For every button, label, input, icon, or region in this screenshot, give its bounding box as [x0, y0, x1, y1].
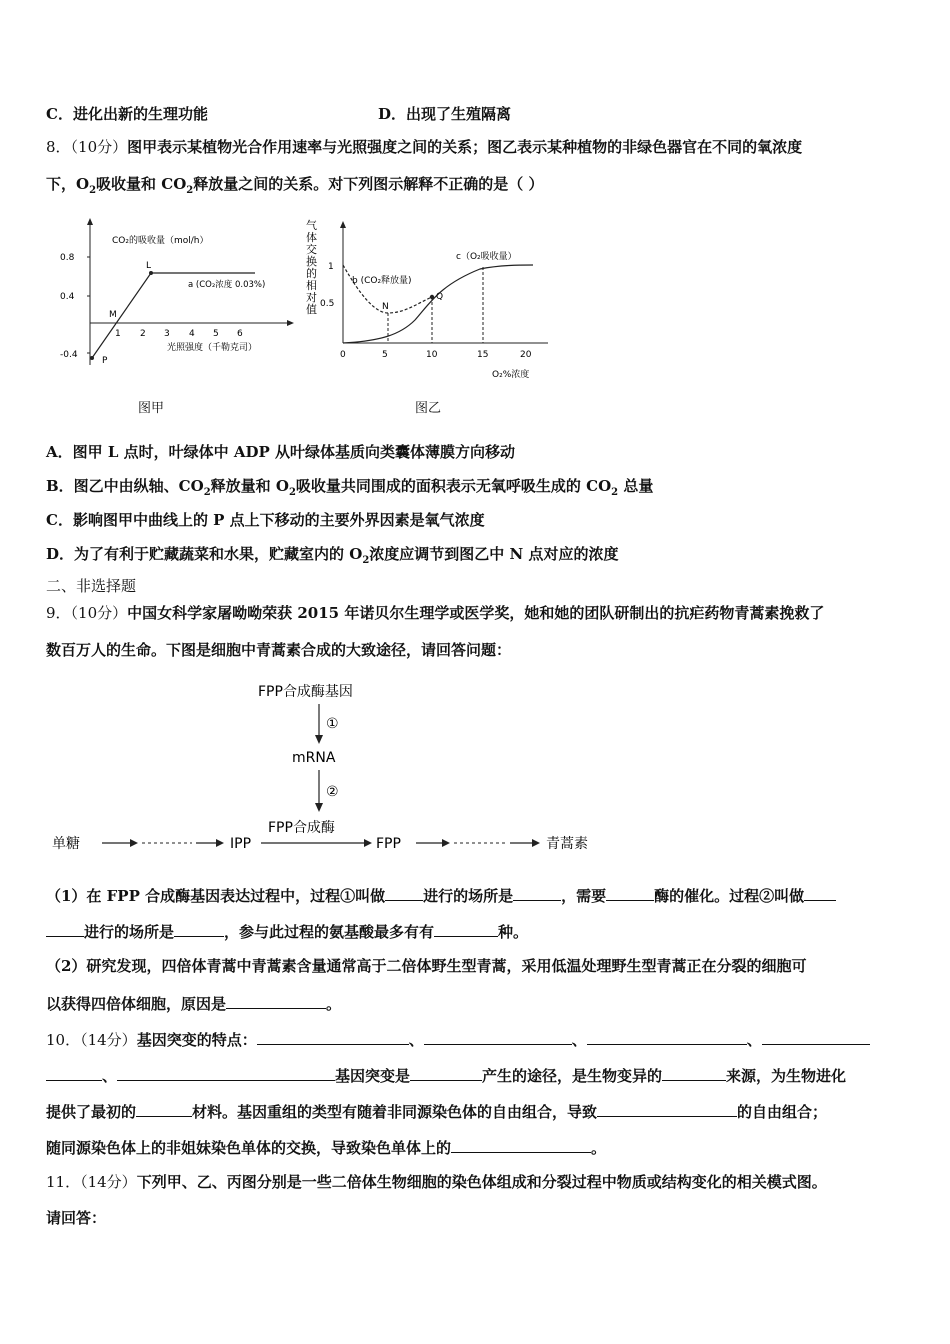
- q8-stem-line1: [46, 137, 802, 157]
- xtick: 10: [426, 350, 438, 360]
- option-d-prev: D．出现了生殖隔离: [378, 105, 512, 123]
- blank[interactable]: [226, 992, 326, 1009]
- curve-c-label: c（O₂吸收量）: [456, 252, 517, 262]
- q8-score: （10分）: [70, 138, 128, 156]
- blank[interactable]: [46, 1064, 102, 1081]
- q8-stem1: 图甲表示某植物光合作用速率与光照强度之间的关系；图乙表示某种植物的非绿色器官在不同的氧浓度: [127, 138, 803, 156]
- option-c-prev: C．进化出新的生理功能: [46, 105, 208, 123]
- q8-optd-2: 浓度应调节到图乙中 N 点对应的浓度: [369, 545, 619, 563]
- blank[interactable]: [46, 920, 84, 937]
- q9-p2-2: 以获得四倍体细胞，原因是: [46, 995, 227, 1013]
- xtick: 1: [115, 329, 121, 339]
- q8-optb-3: 吸收量共同围成的面积表示无氧呼吸生成的 CO: [295, 477, 612, 495]
- q11-stem-line2: 请回答：: [46, 1209, 107, 1227]
- q10-l4a: 随同源染色体上的非姐妹染色单体的交换，导致染色单体上的: [46, 1139, 452, 1157]
- point-Q: Q: [436, 292, 444, 302]
- ytick: 0.8: [60, 253, 75, 263]
- q9-part2-line2: [46, 992, 341, 1014]
- q9-part1-line2: [46, 920, 528, 942]
- graph-jia-xlabel: 光照强度（千勒克司）: [167, 343, 258, 353]
- q9-p2-3: 。: [326, 995, 342, 1013]
- q9-part1-line1: [46, 884, 836, 906]
- blank[interactable]: [597, 1100, 737, 1117]
- graph-yi: [300, 215, 560, 385]
- point-P: P: [102, 356, 108, 366]
- sub2: 2: [186, 185, 194, 196]
- sub2: 2: [89, 185, 97, 196]
- sub2: 2: [203, 487, 211, 498]
- point-N: N: [382, 302, 389, 312]
- blank[interactable]: [385, 884, 423, 901]
- q8-number: 8．: [46, 138, 71, 156]
- q9-part2-line1: （2）研究发现，四倍体青蒿中青蒿素含量通常高于二倍体野生型青蒿，采用低温处理野生型青蒿正在分裂的细胞可: [46, 957, 807, 975]
- q10-l2b: 产生的途径，是生物变异的: [482, 1067, 663, 1085]
- ylabel-char: 值: [306, 303, 317, 316]
- q8-optb-1: B．图乙中由纵轴、CO: [46, 477, 204, 495]
- blank[interactable]: [410, 1064, 482, 1081]
- blank[interactable]: [606, 884, 654, 901]
- q10-l3c: 的自由组合；: [737, 1103, 828, 1121]
- q8-stem2b: 吸收量和 CO: [96, 175, 187, 193]
- pathway-gene: FPP合成酶基因: [258, 684, 353, 700]
- sub2: 2: [288, 487, 296, 498]
- q11-stem1: 下列甲、乙、丙图分别是一些二倍体生物细胞的染色体组成和分裂过程中物质或结构变化的相关模式图。: [136, 1173, 827, 1191]
- ylabel-char: 气: [306, 219, 317, 232]
- sub2: 2: [362, 555, 370, 566]
- q9-p1-1: （1）在 FPP 合成酶基因表达过程中，过程①叫做: [46, 887, 386, 905]
- q11-score: （14分）: [80, 1173, 137, 1191]
- pathway-mrna: mRNA: [292, 750, 336, 766]
- q9-p1-5: 进行的场所是: [84, 923, 175, 941]
- q10-line3: [46, 1100, 827, 1122]
- pathway-fpp: FPP: [376, 836, 401, 852]
- q8-stem2c: 释放量之间的关系。对下列图示解释不正确的是（ ）: [193, 175, 544, 193]
- ylabel-char: 换: [306, 255, 317, 268]
- xtick: 4: [189, 329, 195, 339]
- ytick: -0.4: [60, 350, 78, 360]
- q9-score: （10分）: [70, 604, 128, 622]
- blank[interactable]: [424, 1028, 572, 1045]
- ylabel-char: 对: [306, 291, 317, 304]
- xtick: 6: [237, 329, 243, 339]
- step-2: ②: [326, 784, 339, 800]
- blank[interactable]: [762, 1028, 870, 1045]
- pathway-enzyme: FPP合成酶: [268, 820, 335, 836]
- graph-jia-ylabel: CO₂的吸收量（mol/h）: [112, 236, 209, 246]
- ylabel-char: 体: [306, 231, 317, 244]
- pathway-end: 青蒿素: [546, 836, 588, 852]
- q11-number: 11．: [46, 1173, 81, 1191]
- q9-p1-6: ，参与此过程的氨基酸最多有有: [224, 923, 435, 941]
- q8-optb-4: 总量: [618, 477, 654, 495]
- q8-stem2a: 下，O: [46, 175, 90, 193]
- q10-l3a: 提供了最初的: [46, 1103, 137, 1121]
- blank[interactable]: [451, 1136, 591, 1153]
- ylabel-char: 相: [306, 279, 317, 292]
- blank[interactable]: [117, 1064, 335, 1081]
- q8-option-c: C．影响图甲中曲线上的 P 点上下移动的主要外界因素是氧气浓度: [46, 511, 485, 529]
- q8-stem-line2: [46, 174, 543, 201]
- ytick: 0.5: [320, 299, 335, 309]
- blank[interactable]: [257, 1028, 409, 1045]
- q9-stem1: 中国女科学家屠呦呦荣获 2015 年诺贝尔生理学或医学奖，她和她的团队研制出的抗疟药物青蒿素挽救了: [127, 604, 825, 622]
- ytick: 1: [328, 262, 334, 272]
- q9-stem-line1: [46, 603, 824, 623]
- graph-yi-xlabel: O₂%浓度: [492, 370, 530, 380]
- q9-p1-2: 进行的场所是: [423, 887, 514, 905]
- blank[interactable]: [513, 884, 561, 901]
- q9-p1-4: 酶的催化。过程②叫做: [654, 887, 805, 905]
- blank[interactable]: [662, 1064, 726, 1081]
- xtick: 20: [520, 350, 532, 360]
- q8-optb-2: 释放量和 O: [210, 477, 289, 495]
- q9-p1-3: ，需要: [561, 887, 607, 905]
- graph-jia: [60, 215, 300, 375]
- q9-stem-line2: 数百万人的生命。下图是细胞中青蒿素合成的大致途径，请回答问题：: [46, 641, 512, 659]
- q8-option-a: A．图甲 L 点时，叶绿体中 ADP 从叶绿体基质向类囊体薄膜方向移动: [46, 443, 516, 461]
- xtick: 2: [140, 329, 146, 339]
- pathway-diagram: [46, 676, 626, 856]
- q9-p1-7: 种。: [498, 923, 529, 941]
- blank[interactable]: [174, 920, 224, 937]
- xtick: 3: [164, 329, 170, 339]
- q10-line4: [46, 1136, 606, 1158]
- q10-l2a: 基因突变是: [335, 1067, 411, 1085]
- q8-optd-1: D．为了有利于贮藏蔬菜和水果，贮藏室内的 O: [46, 545, 363, 563]
- ytick: 0.4: [60, 292, 75, 302]
- q10-l3b: 材料。基因重组的类型有随着非同源染色体的自由组合，导致: [192, 1103, 598, 1121]
- ylabel-char: 交: [306, 243, 317, 256]
- q10-number: 10．: [46, 1031, 81, 1049]
- sub2: 2: [611, 487, 619, 498]
- curve-b-label: b (CO₂释放量): [352, 276, 412, 286]
- q10-line1: 10．（14分）基因突变的特点： 、 、 、: [46, 1028, 870, 1050]
- q8-option-b: [46, 476, 653, 503]
- point-M: M: [109, 310, 117, 320]
- xtick: 0: [340, 350, 346, 360]
- point-L: L: [146, 261, 152, 271]
- blank[interactable]: [804, 884, 836, 901]
- xtick: 5: [382, 350, 388, 360]
- caption-jia: 图甲: [138, 401, 165, 416]
- caption-yi: 图乙: [415, 401, 442, 416]
- step-1: ①: [326, 716, 339, 732]
- q10-line2: 、 基因突变是 产生的途径，是生物变异的 来源，为生物进化: [46, 1064, 846, 1086]
- pathway-ipp: IPP: [230, 836, 252, 852]
- q10-l1: 基因突变的特点：: [136, 1031, 257, 1049]
- q9-number: 9．: [46, 604, 71, 622]
- blank[interactable]: [587, 1028, 747, 1045]
- q10-score: （14分）: [80, 1031, 137, 1049]
- blank[interactable]: [136, 1100, 192, 1117]
- blank[interactable]: [434, 920, 498, 937]
- xtick: 15: [477, 350, 489, 360]
- section-title: 二、非选择题: [46, 577, 137, 595]
- xtick: 5: [213, 329, 219, 339]
- q11-stem-line1: [46, 1172, 827, 1192]
- ylabel-char: 的: [306, 267, 317, 280]
- q10-l2c: 来源，为生物进化: [726, 1067, 847, 1085]
- q8-option-d: [46, 544, 618, 571]
- pathway-start: 单糖: [52, 836, 80, 852]
- curve-a-label: a (CO₂浓度 0.03%): [188, 280, 266, 290]
- q10-l4b: 。: [591, 1139, 607, 1157]
